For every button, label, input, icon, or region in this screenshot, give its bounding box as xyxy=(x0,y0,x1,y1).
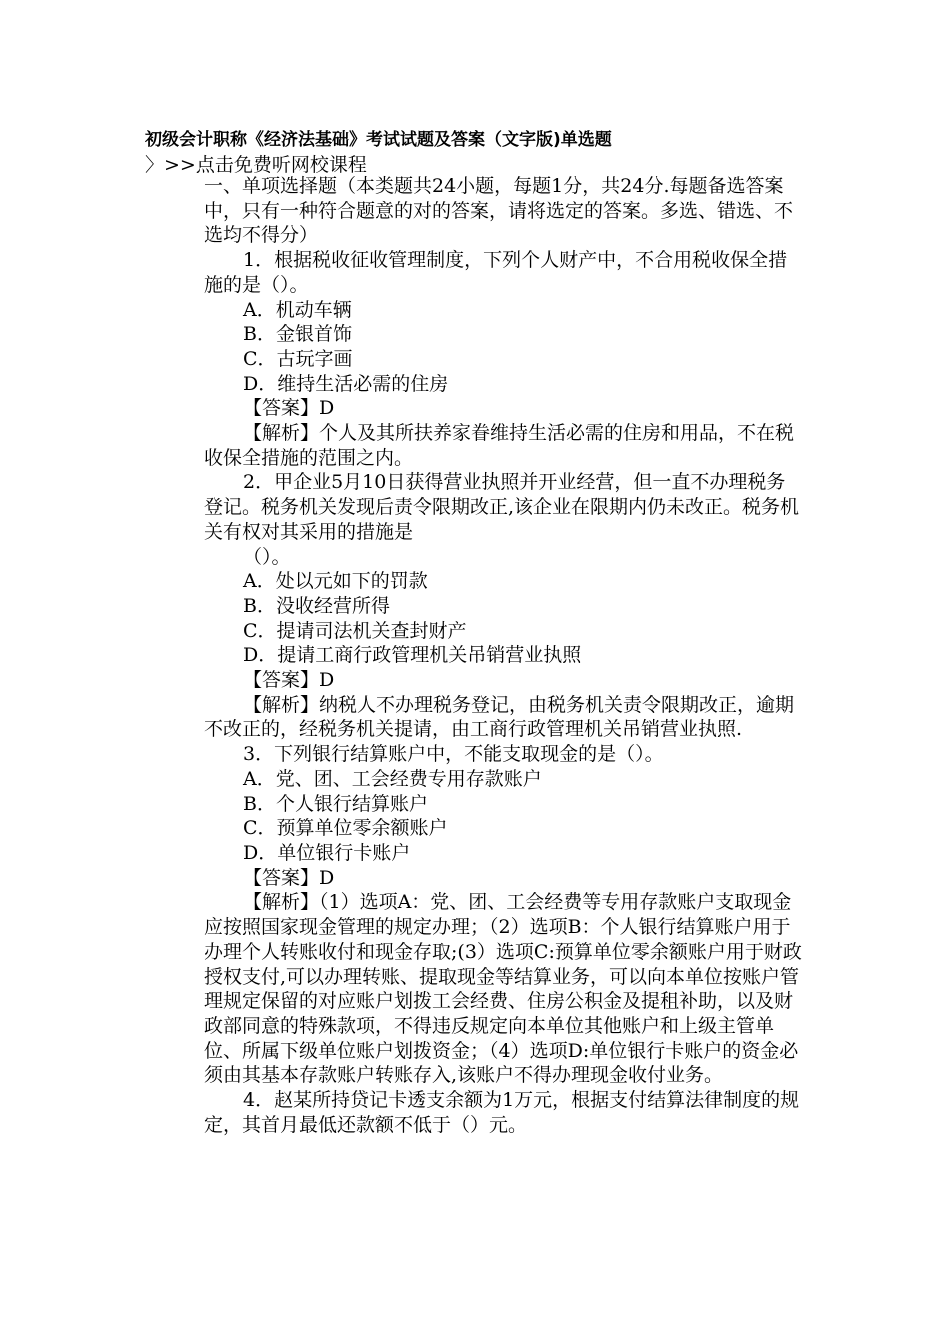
free-course-link[interactable]: 〉>>点击免费听网校课程 xyxy=(145,154,367,176)
question-1-option-b: B．金银首饰 xyxy=(243,323,352,346)
question-3-option-d: D．单位银行卡账户 xyxy=(243,841,411,864)
question-3-option-a: A．党、团、工会经费专用存款账户 xyxy=(243,767,542,790)
question-1-analysis: 【解析】个人及其所扶养家眷维持生活必需的住房和用品，不在税收保全措施的范围之内。 xyxy=(204,422,795,469)
question-1-answer: 【答案】D xyxy=(243,397,335,420)
question-2-option-b: B．没收经营所得 xyxy=(243,594,390,617)
question-2-option-d: D．提请工商行政管理机关吊销营业执照 xyxy=(243,644,582,667)
question-4-stem: 4．赵某所持贷记卡透支余额为1万元，根据支付结算法律制度的规定，其首月最低还款额不低于（）元。 xyxy=(204,1089,800,1136)
question-3-stem: 3．下列银行结算账户中，不能支取现金的是（）。 xyxy=(243,743,664,766)
document-body xyxy=(204,174,804,1137)
question-3-option-b: B．个人银行结算账户 xyxy=(243,792,428,815)
question-3-option-c: C．预算单位零余额账户 xyxy=(243,817,448,840)
question-3-analysis: 【解析】（1）选项A：党、团、工会经费等专用存款账户支取现金应按照国家现金管理的规定办理；（2）选项B：个人银行结算账户用于办理个人转账收付和现金存取;(3）选项C:预算单位零余额账户用于财政授权支付,可以办理转账、提取现金等结算业务，可以向本单位按账户管理规定保留的对应账户划拨工会经费、住房公积金及提租补助，以及财政部同意的特殊款项，不得违反规定向本单位其他账户和上级主管单位、所属下级单位账户划拨资金；（4）选项D:单位银行卡账户的资金必须由其基本存款账户转账存入,该账户不得办理现金收付业务。 xyxy=(204,891,802,1087)
question-1-option-c: C．古玩字画 xyxy=(243,347,353,370)
question-1-option-d: D．维持生活必需的住房 xyxy=(243,372,449,395)
question-3-answer: 【答案】D xyxy=(243,866,335,889)
question-2-option-c: C．提请司法机关查封财产 xyxy=(243,619,467,642)
section-intro: 一、单项选择题（本类题共24小题，每题1分，共24分.每题备选答案中，只有一种符合题意的对的答案，请将选定的答案。多选、错选、不选均不得分） xyxy=(204,175,794,247)
question-2-stem: 2．甲企业5月10日获得营业执照并开业经营，但一直不办理税务登记。税务机关发现后责令限期改正,该企业在限期内仍未改正。税务机关有权对其采用的措施是 xyxy=(204,471,800,543)
question-2-stem-tail: （）。 xyxy=(243,545,291,568)
question-2-option-a: A．处以元如下的罚款 xyxy=(243,570,428,593)
question-1-stem: 1．根据税收征收管理制度，下列个人财产中，不合用税收保全措施的是（）。 xyxy=(204,249,788,296)
document-title: 初级会计职称《经济法基础》考试试题及答案（文字版)单选题 xyxy=(145,130,612,150)
question-2-analysis: 【解析】纳税人不办理税务登记，由税务机关责令限期改正，逾期不改正的，经税务机关提请，由工商行政管理机关吊销营业执照. xyxy=(204,693,795,741)
question-1-option-a: A．机动车辆 xyxy=(243,298,352,321)
question-2-answer: 【答案】D xyxy=(243,669,335,692)
